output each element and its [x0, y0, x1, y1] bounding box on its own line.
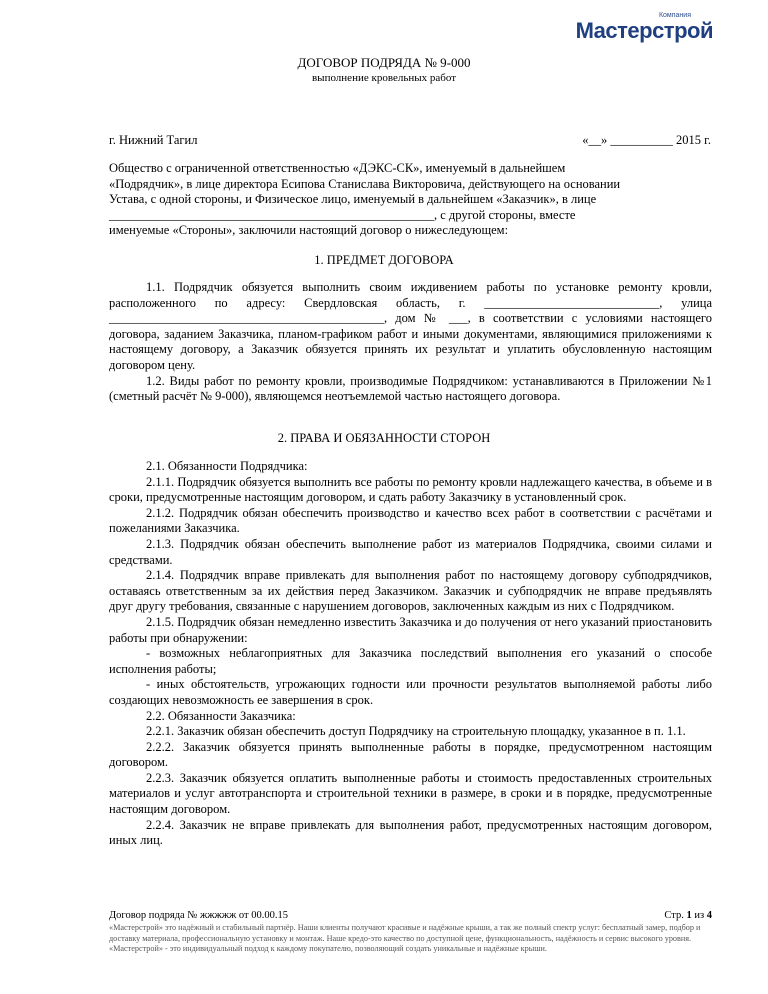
clause: 2.2. Обязанности Заказчика:	[146, 708, 296, 723]
page-number	[664, 910, 712, 921]
logo-brand: Мастерстрой	[575, 18, 713, 43]
page-total: 4	[706, 910, 712, 921]
footer-note: «Мастерстрой» это надёжный и стабильный партнёр. Наши клиенты получают красивые и надёжные крыши, а так же полный спектр услуг: бесплатный замер, подбор и доставку материала, профессиональную установку и монтаж. Наше кредо-это качество по доступной цене, функциональность, надёжность и сервис высокого уровня. «Мастерстрой» - это индивидуальный подход к каждому покупателю, позволяющий создать уникальные и надёжные крыши.	[109, 923, 701, 953]
clause: 2.1.1. Подрядчик обязуется выполнить все работы по ремонту кровли надлежащего качества, в объеме и в сроки, предусмотренные настоящим договором, и сдать работу Заказчику в установленный срок.	[109, 474, 712, 505]
page-current: 1	[686, 910, 692, 921]
section-1-heading: 1. ПРЕДМЕТ ДОГОВОРА	[314, 253, 454, 267]
clause: 2.2.4. Заказчик не вправе привлекать для выполнения работ, предусмотренных настоящим договором, иных лиц.	[109, 817, 712, 848]
intro-line: Устава, с одной стороны, и Физическое лицо, именуемый в дальнейшем «Заказчик», в лице	[109, 192, 597, 207]
section-2-body	[109, 459, 712, 849]
footer-contract-ref: Договор подряда № жжжжж от 00.00.15	[109, 910, 288, 921]
clause: 2.1. Обязанности Подрядчика:	[146, 459, 308, 473]
clause: - возможных неблагоприятных для Заказчика последствий выполнения его указаний о способе исполнения работы;	[109, 646, 712, 676]
clause: 2.1.5. Подрядчик обязан немедленно известить Заказчика и до получения от него указаний приостановить работы при обнаружении:	[109, 614, 712, 645]
intro-line: именуемые «Стороны», заключили настоящий договор о нижеследующем:	[109, 223, 509, 238]
logo-caption: Компания	[658, 12, 691, 19]
intro-line: Общество с ограниченной ответственностью «ДЭКС-СК», именуемый в дальнейшем	[109, 161, 566, 175]
section-1-body	[109, 280, 712, 405]
document-title: ДОГОВОР ПОДРЯДА № 9-000	[297, 55, 471, 70]
clause: 2.1.4. Подрядчик вправе привлекать для выполнения работ по настоящему договору субподрядчиков, оставаясь ответственным за их действия перед Заказчиком. Заказчик и субподрядчик не вправе предъявлять друг другу требования, связанные с нарушением договоров, заключенных каждым из них с Подрядчиком.	[109, 568, 712, 614]
date: «__» __________ 2015 г.	[582, 133, 711, 147]
document-subtitle: выполнение кровельных работ	[311, 72, 457, 84]
clause: 2.1.2. Подрядчик обязан обеспечить производство и качество всех работ в соответствии с расчётами и пожеланиями Заказчика.	[109, 505, 712, 536]
clause-1-1: 1.1. Подрядчик обязуется выполнить своим иждивением работы по установке ремонту кровли, расположенного по адресу: Свердловская область, г. ____________________________, улица ____________________________________________, дом № ___, в соответствии с условиями настоящего договора, заданием Заказчика, планом-графиком работ и иными документами, являющимися приложениями к настоящему договору, а Заказчик обязуется принять их результат и уплатить обусловленную настоящим договором цену.	[109, 280, 712, 372]
page-prefix: Стр.	[664, 910, 687, 921]
clause: 2.1.3. Подрядчик обязан обеспечить выполнение работ из материалов Подрядчика, своими силами и средствами.	[109, 536, 712, 567]
clause: 2.2.1. Заказчик обязан обеспечить доступ Подрядчику на строительную площадку, указанное в п. 1.1.	[146, 724, 686, 739]
section-2-heading: 2. ПРАВА И ОБЯЗАННОСТИ СТОРОН	[277, 431, 491, 445]
company-logo	[576, 12, 713, 42]
intro-line: «Подрядчик», в лице директора Есипова Станислава Викторовича, действующего на основании	[109, 176, 621, 191]
place: г. Нижний Тагил	[109, 133, 198, 147]
page-mid: из	[691, 910, 707, 921]
clause-1-2: 1.2. Виды работ по ремонту кровли, производимые Подрядчиком: устанавливаются в Приложении №1 (сметный расчёт № 9-000), являющемся неотъемлемой частью настоящего договора.	[109, 373, 712, 404]
intro-paragraph	[109, 161, 712, 239]
intro-line: ____________________________________________________, с другой стороны, вместе	[109, 207, 576, 222]
clause: - иных обстоятельств, угрожающих годности или прочности результатов выполняемой работы либо создающих невозможность ее завершения в срок.	[109, 677, 712, 707]
clause: 2.2.2. Заказчик обязуется принять выполненные работы в порядке, предусмотренном настоящим договором.	[109, 739, 712, 770]
clause: 2.2.3. Заказчик обязуется оплатить выполненные работы и стоимость предоставленных строительных материалов и услуг автотранспорта и строительной техники в размере, в сроки и в порядке, предусмотренные настоящим договором.	[109, 770, 712, 817]
